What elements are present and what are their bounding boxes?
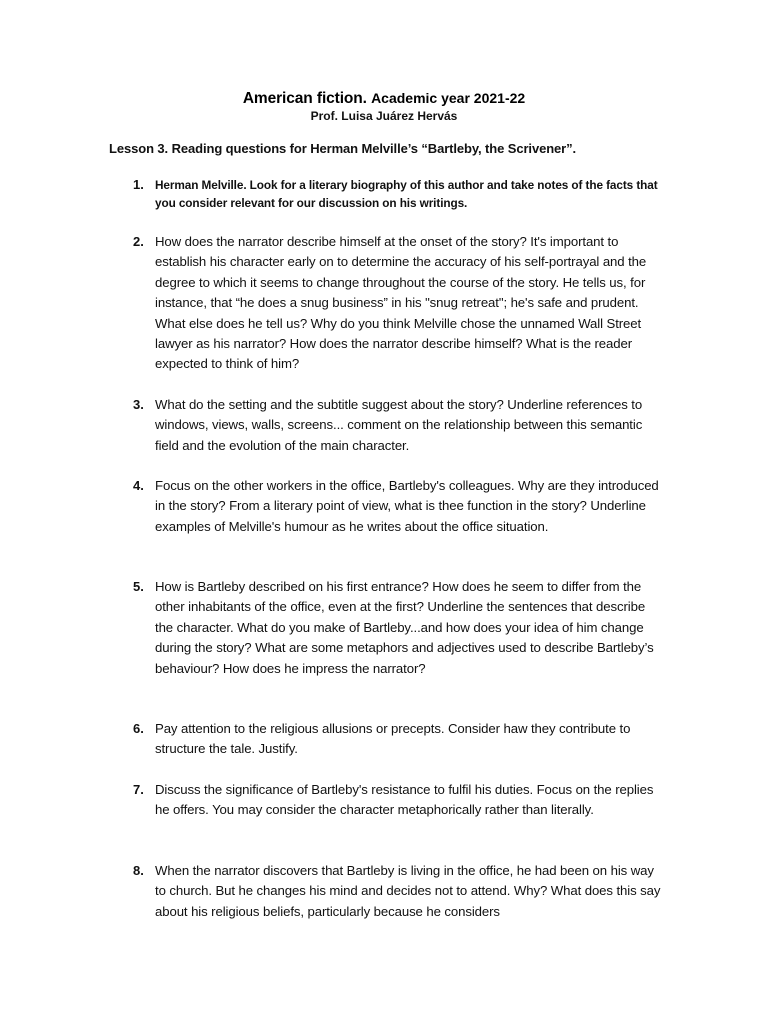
professor-name: Prof. Luisa Juárez Hervás — [310, 109, 458, 123]
question-number: 8. — [133, 863, 144, 878]
question-text: Herman Melville. Look for a literary biography of this author and take notes of the facts that you consider relevant for our discussion on his writings. — [155, 178, 658, 210]
academic-year: Academic year 2021-22 — [371, 90, 526, 106]
question-text: Discuss the significance of Bartleby's resistance to fulfil his duties. Focus on the replies he offers. You may consider the character metaphorically rather than literally. — [155, 782, 654, 818]
question-number: 6. — [133, 721, 144, 736]
question-item — [133, 861, 663, 922]
question-item — [133, 176, 663, 212]
document-title — [0, 88, 768, 109]
question-item — [133, 476, 663, 537]
question-number: 1. — [133, 177, 144, 192]
question-number: 5. — [133, 579, 144, 594]
question-text: Pay attention to the religious allusions or precepts. Consider haw they contribute to structure the tale. Justify. — [155, 721, 631, 757]
question-item — [133, 780, 663, 821]
question-text: What do the setting and the subtitle suggest about the story? Underline references to windows, views, walls, screens... comment on the relationship between this semantic field and the evolution of the main character. — [155, 397, 643, 453]
question-number: 3. — [133, 397, 144, 412]
question-item — [133, 395, 663, 456]
question-item — [133, 577, 663, 679]
course-title: American fiction. — [242, 90, 367, 107]
question-item — [133, 719, 663, 760]
question-number: 2. — [133, 234, 144, 249]
lesson-heading: Lesson 3. Reading questions for Herman Melville’s “Bartleby, the Scrivener”. — [109, 141, 577, 156]
question-text: How is Bartleby described on his first entrance? How does he seem to differ from the other inhabitants of the office, even at the first? Underline the sentences that describe the character. What do you make of Bartleby...and how does your idea of him change during the story? What are some metaphors and adjectives used to describe Bartleby’s behaviour? How does he impress the narrator? — [155, 579, 654, 676]
question-number: 7. — [133, 782, 144, 797]
question-text: When the narrator discovers that Bartleby is living in the office, he had been on his way to church. But he changes his mind and decides not to attend. Why? What does this say about his religious beliefs, particularly because he considers — [155, 863, 661, 919]
question-text: How does the narrator describe himself at the onset of the story? It's important to establish his character early on to determine the accuracy of his self-portrayal and the degree to which it seems to change throughout the course of the story. He tells us, for instance, that “he does a snug business” in his "snug retreat"; he's safe and prudent. What else does he tell us? Why do you think Melville chose the unnamed Wall Street lawyer as his narrator? How does the narrator describe himself? What is the reader expected to think of him? — [155, 234, 647, 372]
question-number: 4. — [133, 478, 144, 493]
question-item — [133, 232, 663, 375]
question-text: Focus on the other workers in the office, Bartleby's colleagues. Why are they introduced in the story? From a literary point of view, what is thee function in the story? Underline examples of Melville's humour as he writes about the office situation. — [155, 478, 659, 534]
